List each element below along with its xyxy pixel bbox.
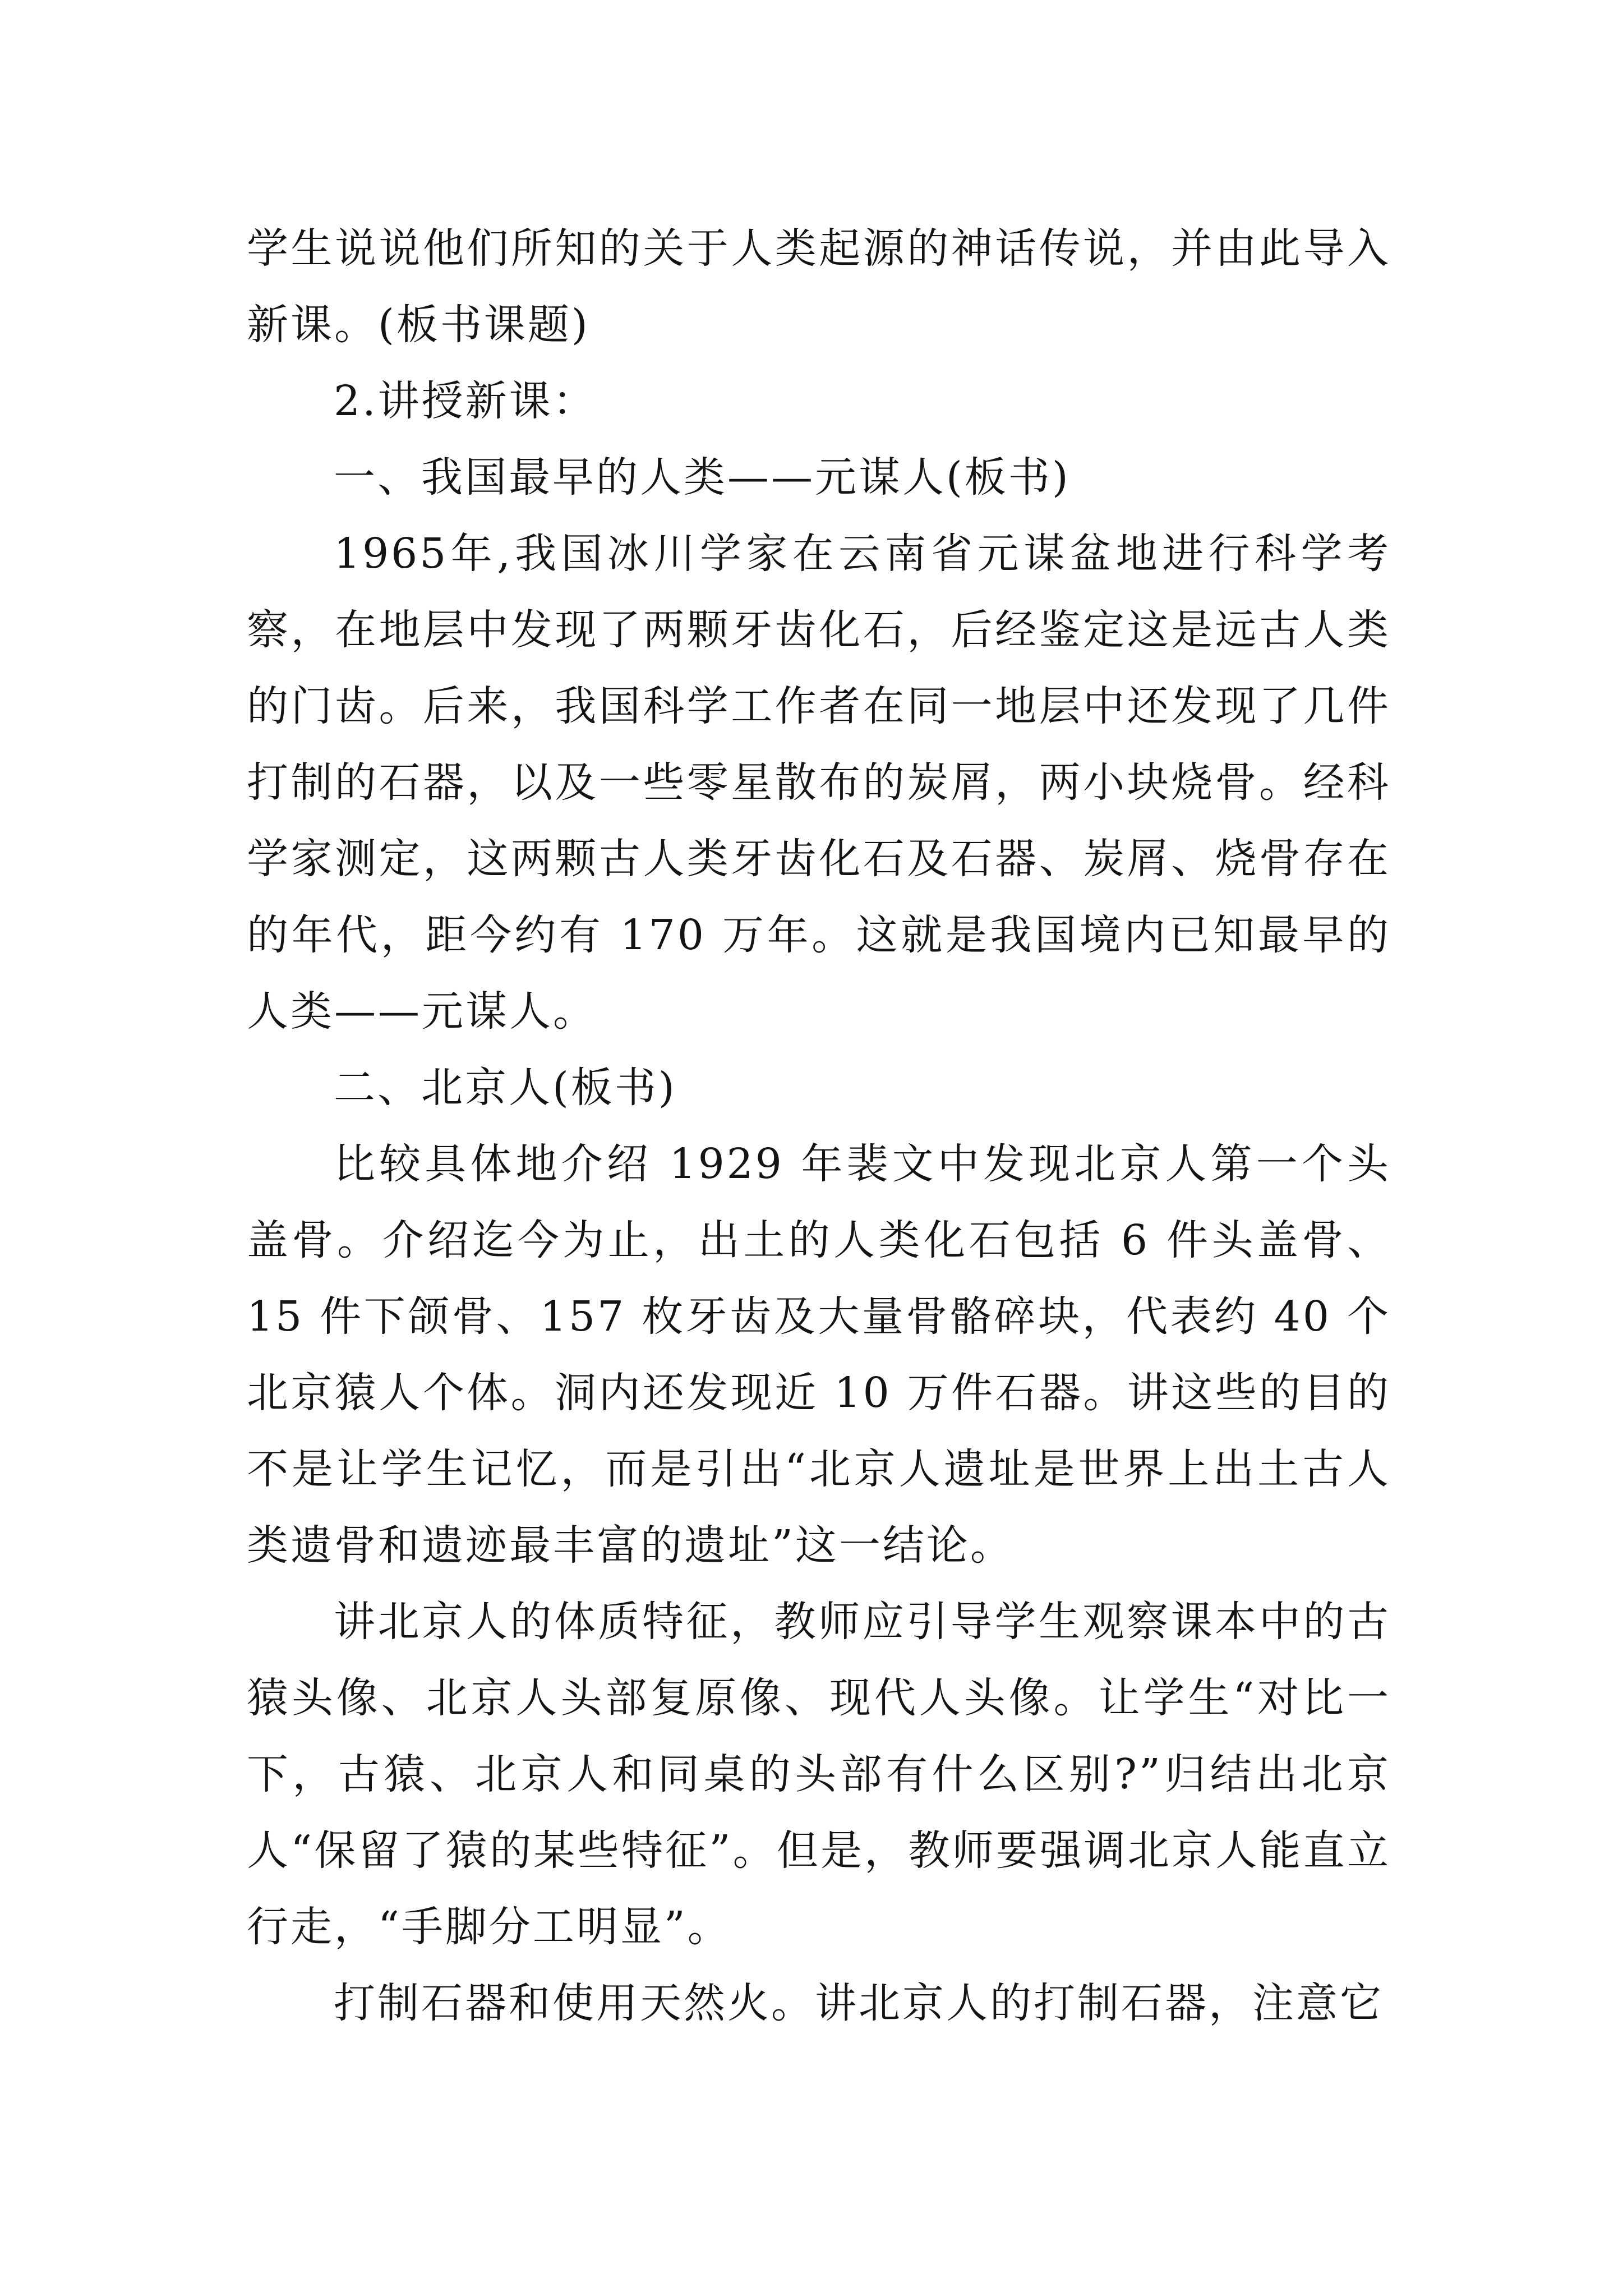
paragraph-physical-features: 讲北京人的体质特征，教师应引导学生观察课本中的古猿头像、北京人头部复原像、现代人头像。让学生“对比一下，古猿、北京人和同桌的头部有什么区别?”归结出北京人“保留了猿的某些特征”。但是，教师要强调北京人能直立行走，“手脚分工明显”。 xyxy=(247,1598,1391,1951)
section-2-heading: 二、北京人(板书) xyxy=(334,1064,677,1112)
paragraph-intro-continuation: 学生说说他们所知的关于人类起源的神话传说，并由此导入新课。(板书课题) xyxy=(247,224,1391,349)
section-1-heading: 一、我国最早的人类——元谋人(板书) xyxy=(334,453,1071,501)
paragraph-yuanmou: 1965年,我国冰川学家在云南省元谋盆地进行科学考察，在地层中发现了两颗牙齿化石，后经鉴定这是远古人类的门齿。后来，我国科学工作者在同一地层中还发现了几件打制的石器，以及一些零星散布的炭屑，两小块烧骨。经科学家测定，这两颗古人类牙齿化石及石器、炭屑、烧骨存在的年代，距今约有 170 万年。这就是我国境内已知最早的人类——元谋人。 xyxy=(247,530,1391,1036)
paragraph-tools-fire: 打制石器和使用天然火。讲北京人的打制石器，注意它 xyxy=(334,1979,1384,2027)
paragraph-peking-man-discovery: 比较具体地介绍 1929 年裴文中发现北京人第一个头盖骨。介绍迄今为止，出土的人类化石包括 6 件头盖骨、15 件下颌骨、157 枚牙齿及大量骨骼碎块，代表约 40 个北京猿人个体。洞内还发现近 10 万件石器。讲这些的目的不是让学生记忆，而是引出“北京人遗址是世界上出土古人类遗骨和遗迹最丰富的遗址”这一结论。 xyxy=(247,1140,1391,1570)
step-2-heading: 2.讲授新课： xyxy=(334,377,597,425)
document-page xyxy=(247,210,1391,2041)
